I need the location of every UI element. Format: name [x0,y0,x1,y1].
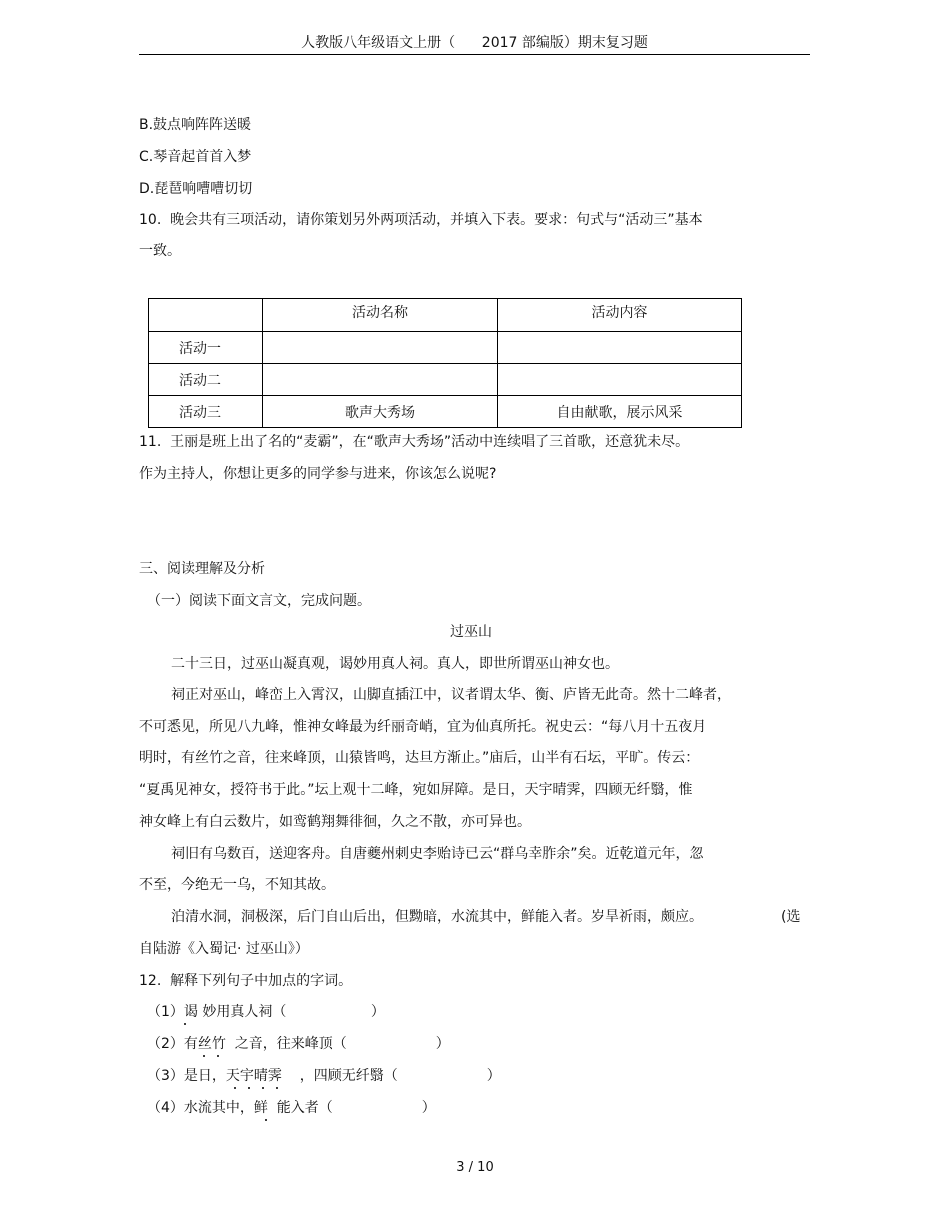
passage-line: “夏禹见神女，授符书于此。”坛上观十二峰，宛如屏障。是日，天宇晴霁，四顾无纤翳，惟 [139,782,693,798]
emphasis-dot [262,1087,264,1089]
passage-line: 泊清水洞，洞极深，后门自山后出，但黝暗，水流其中，鲜能入者。岁旱祈雨，颇应。 [171,909,703,925]
question-12-item: （3）是日，天宇晴霁 ，四顾无纤翳（ ） [147,1068,501,1084]
emphasis-dot [203,1055,205,1057]
question-12-title: 12. 解释下列句子中加点的字词。 [139,973,353,989]
question-11-line-1: 11. 王丽是班上出了名的“麦霸”，在“歌声大秀场”活动中连续唱了三首歌，还意犹未尽。 [139,434,690,450]
option-d: D.琵琶响嘈嘈切切 [139,181,253,197]
option-c: C.琴音起首首入梦 [139,149,252,165]
emphasis-dot [248,1087,250,1089]
question-12-item: （2）有丝竹 之音，往来峰顶（ ） [147,1036,450,1052]
table-header-cell: 活动内容 [498,299,742,332]
passage-line: 不可悉见，所见八九峰，惟神女峰最为纤丽奇峭，宜为仙真所托。祝史云：“每八月十五夜月 [139,719,707,735]
table-row [149,364,742,396]
table-header-row [149,299,742,332]
row-label: 活动二 [149,364,263,396]
table-header-cell: 活动名称 [263,299,498,332]
table-cell [263,332,498,364]
table-cell [263,364,498,396]
emphasis-dot [217,1055,219,1057]
table-row [149,396,742,428]
passage-source-start: (选 [781,909,801,925]
passage-line: 不至，今绝无一乌，不知其故。 [139,877,335,893]
passage-line: 祠旧有乌数百，送迎客舟。自唐夔州刺史李贻诗已云“群乌幸胙余”矣。近乾道元年，忽 [171,846,704,862]
row-label: 活动一 [149,332,263,364]
question-10-line-1: 10. 晚会共有三项活动，请你策划另外两项活动，并填入下表。要求：句式与“活动三”基本 [139,212,703,228]
section-3-title: 三、阅读理解及分析 [139,561,265,577]
passage-source: 自陆游《入蜀记· 过巫山》） [139,941,309,957]
table-cell: 自由献歌，展示风采 [498,396,742,428]
passage-line: 祠正对巫山，峰峦上入霄汉，山脚直插江中，议者谓太华、衡、庐皆无此奇。然十二峰者， [171,687,731,703]
question-12-item: （4）水流其中，鲜 能入者（ ） [147,1100,436,1116]
table-row [149,332,742,364]
table-cell [498,364,742,396]
emphasis-dot [184,1023,186,1025]
option-b: B.鼓点响阵阵送暖 [139,117,252,133]
passage-line: 明时，有丝竹之音，往来峰顶，山猿皆鸣，达旦方渐止。”庙后，山半有石坛，平旷。传云： [139,750,700,766]
passage-title: 过巫山 [450,624,492,640]
page-header-title: 人教版八年级语文上册（ 2017 部编版）期末复习题 [301,35,648,51]
section-3-subtitle: （一）阅读下面文言文，完成问题。 [147,593,371,609]
emphasis-dot [265,1119,267,1121]
emphasis-dot [234,1087,236,1089]
page-number: 3 / 10 [456,1160,494,1175]
table-cell [498,332,742,364]
question-12-item: （1）谒 妙用真人祠（ ） [147,1004,385,1020]
passage-line: 二十三日，过巫山凝真观，谒妙用真人祠。真人，即世所谓巫山神女也。 [171,656,619,672]
question-10-line-2: 一致。 [139,243,181,259]
table-header-cell [149,299,263,332]
row-label: 活动三 [149,396,263,428]
header-rule [139,54,810,55]
activity-table [148,298,742,428]
passage-line: 神女峰上有白云数片，如鸾鹤翔舞徘徊，久之不散，亦可异也。 [139,814,531,830]
question-11-line-2: 作为主持人，你想让更多的同学参与进来，你该怎么说呢? [139,466,497,482]
table-cell: 歌声大秀场 [263,396,498,428]
emphasis-dot [276,1087,278,1089]
